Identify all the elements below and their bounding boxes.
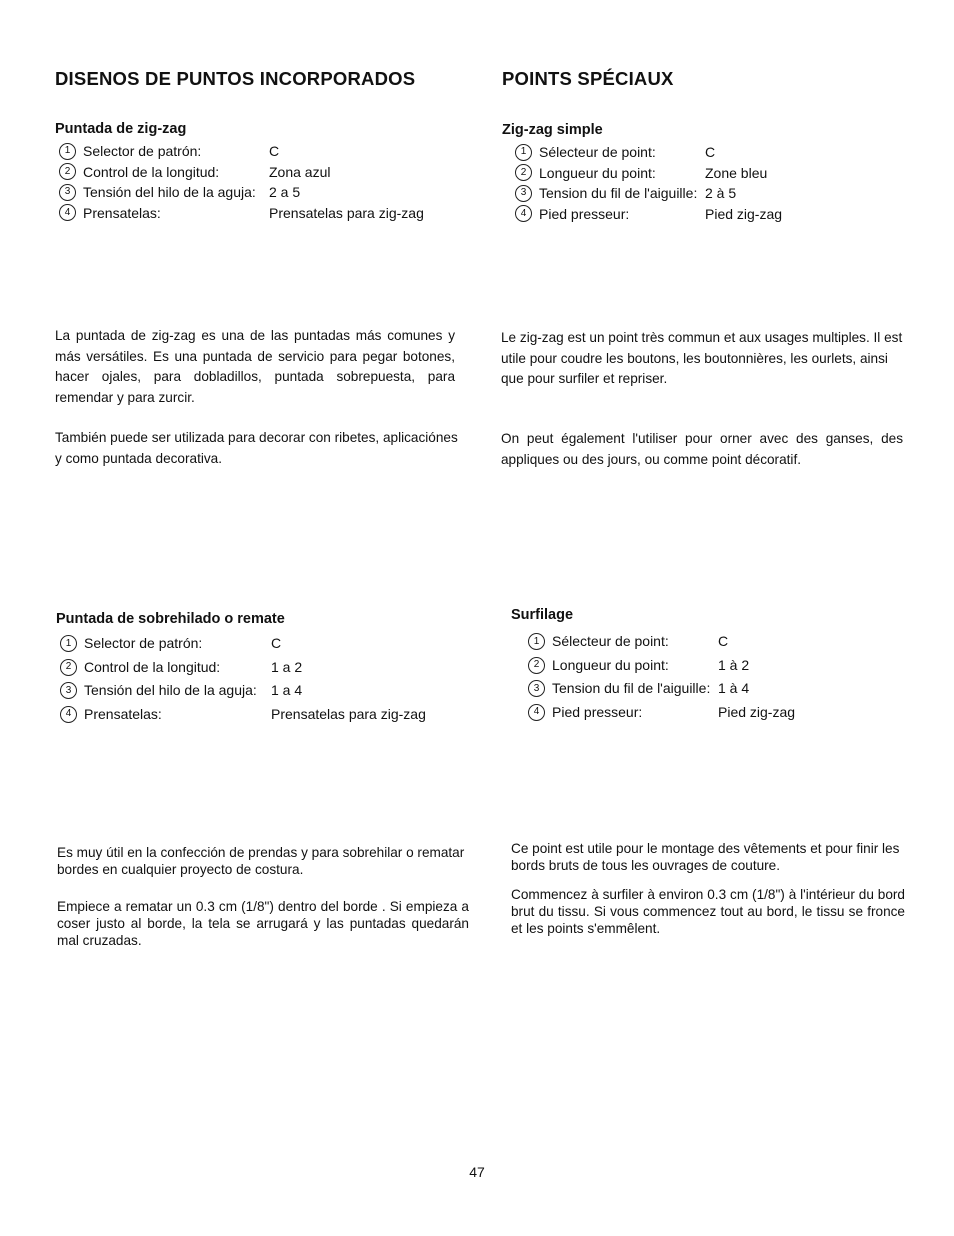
setting-row bbox=[59, 203, 424, 224]
setting-row bbox=[59, 141, 424, 162]
setting-label: Tensión del hilo de la aguja: bbox=[83, 184, 256, 200]
right-zigzag-paragraph-1: Le zig-zag est un point très commun et aux usages multiples. Il est utile pour coudre les boutons, les boutonnières, les ourlets, ainsi que pour surfiler et repriser. bbox=[501, 330, 903, 387]
circled-number-icon: 3 bbox=[515, 185, 532, 202]
setting-value: C bbox=[269, 143, 280, 159]
setting-label: Tensión del hilo de la aguja: bbox=[84, 682, 257, 698]
setting-row bbox=[60, 679, 426, 703]
setting-row bbox=[528, 677, 795, 701]
setting-row bbox=[515, 183, 782, 204]
left-zigzag-heading: Puntada de zig-zag bbox=[55, 121, 187, 137]
setting-label: Selector de patrón: bbox=[83, 143, 202, 159]
circled-number-icon: 3 bbox=[528, 680, 545, 697]
right-zigzag-heading: Zig-zag simple bbox=[502, 122, 603, 138]
setting-row bbox=[528, 630, 795, 654]
circled-number-icon: 2 bbox=[60, 659, 77, 676]
left-overcast-paragraph-1: Es muy útil en la confección de prendas y para sobrehilar o rematar bordes en cualquier proyecto de costura. bbox=[57, 845, 465, 877]
setting-row bbox=[60, 703, 426, 727]
right-page-title: POINTS SPÉCIAUX bbox=[502, 68, 674, 89]
right-zigzag-settings bbox=[515, 142, 782, 224]
setting-value: 1 à 4 bbox=[718, 680, 750, 696]
setting-label: Control de la longitud: bbox=[83, 163, 220, 180]
circled-number-icon: 3 bbox=[59, 184, 76, 201]
setting-value: Pied zig-zag bbox=[705, 205, 783, 222]
setting-value: Pied zig-zag bbox=[718, 703, 796, 720]
setting-value: 1 à 2 bbox=[718, 656, 750, 673]
setting-value: C bbox=[718, 633, 729, 649]
setting-label: Prensatelas: bbox=[84, 705, 162, 722]
circled-number-icon: 1 bbox=[515, 144, 532, 161]
setting-value: 2 a 5 bbox=[269, 184, 301, 200]
setting-value: Zone bleu bbox=[705, 164, 768, 181]
setting-label: Tension du fil de l'aiguille: bbox=[552, 680, 711, 696]
left-zigzag-paragraph-2: También puede ser utilizada para decorar con ribetes, aplicaciónes y como puntada decorativa. bbox=[55, 430, 458, 466]
setting-row bbox=[59, 182, 424, 203]
circled-number-icon: 1 bbox=[528, 633, 545, 650]
setting-row bbox=[515, 163, 782, 184]
circled-number-icon: 3 bbox=[60, 682, 77, 699]
circled-number-icon: 2 bbox=[515, 164, 532, 181]
circled-number-icon: 2 bbox=[528, 657, 545, 674]
setting-label: Pied presseur: bbox=[552, 703, 643, 720]
circled-number-icon: 4 bbox=[59, 204, 76, 221]
setting-label: Pied presseur: bbox=[539, 205, 630, 222]
setting-row bbox=[528, 701, 795, 725]
setting-row bbox=[528, 654, 795, 678]
left-overcast-paragraph-2: Empiece a rematar un 0.3 cm (1/8") dentro del borde . Si empieza a coser justo al borde, la tela se arrugará y las puntadas quedarán mal cruzadas. bbox=[57, 899, 469, 948]
setting-value: 1 a 4 bbox=[271, 682, 303, 698]
left-overcast-settings bbox=[60, 632, 426, 726]
setting-value: C bbox=[271, 635, 282, 651]
setting-label: Tension du fil de l'aiguille: bbox=[539, 185, 698, 201]
setting-value: Prensatelas para zig-zag bbox=[269, 204, 424, 221]
right-overcast-settings bbox=[528, 630, 795, 724]
circled-number-icon: 2 bbox=[59, 163, 76, 180]
right-overcast-paragraph-2: Commencez à surfiler à environ 0.3 cm (1/8") à l'intérieur du bord brut du tissu. Si vous commencez tout au bord, le tissu se fronce et les points s'emmêlent. bbox=[511, 887, 905, 936]
setting-row bbox=[60, 656, 426, 680]
setting-value: Zona azul bbox=[269, 163, 331, 180]
right-zigzag-paragraph-2: On peut également l'utiliser pour orner avec des ganses, des appliques ou des jours, ou comme point décoratif. bbox=[501, 431, 903, 467]
setting-label: Selector de patrón: bbox=[84, 635, 203, 651]
circled-number-icon: 1 bbox=[59, 143, 76, 160]
setting-label: Control de la longitud: bbox=[84, 658, 221, 675]
setting-label: Longueur du point: bbox=[539, 164, 656, 181]
left-overcast-heading: Puntada de sobrehilado o remate bbox=[56, 611, 285, 627]
setting-label: Longueur du point: bbox=[552, 656, 669, 673]
setting-row bbox=[60, 632, 426, 656]
setting-value: 1 a 2 bbox=[271, 658, 303, 675]
setting-value: Prensatelas para zig-zag bbox=[271, 705, 426, 722]
circled-number-icon: 4 bbox=[60, 706, 77, 723]
circled-number-icon: 1 bbox=[60, 635, 77, 652]
setting-row bbox=[515, 142, 782, 163]
right-overcast-paragraph-1: Ce point est utile pour le montage des vêtements et pour finir les bords bruts de tous les ouvrages de couture. bbox=[511, 841, 900, 873]
circled-number-icon: 4 bbox=[528, 704, 545, 721]
right-overcast-heading: Surfilage bbox=[511, 607, 574, 623]
setting-label: Prensatelas: bbox=[83, 204, 161, 221]
left-page-title: DISENOS DE PUNTOS INCORPORADOS bbox=[55, 68, 416, 89]
setting-row bbox=[515, 204, 782, 225]
left-zigzag-paragraph-1: La puntada de zig-zag es una de las puntadas más comunes y más versátiles. Es una puntada de servicio para pegar botones, hacer ojales, para dobladillos, puntada sobrepuesta, para remendar y para zurcir. bbox=[55, 328, 455, 405]
setting-label: Sélecteur de point: bbox=[552, 633, 669, 649]
circled-number-icon: 4 bbox=[515, 205, 532, 222]
setting-value: C bbox=[705, 144, 716, 160]
setting-row bbox=[59, 162, 424, 183]
left-zigzag-settings bbox=[59, 141, 424, 223]
setting-value: 2 à 5 bbox=[705, 185, 737, 201]
page-number: 47 bbox=[469, 1164, 485, 1180]
setting-label: Sélecteur de point: bbox=[539, 144, 656, 160]
